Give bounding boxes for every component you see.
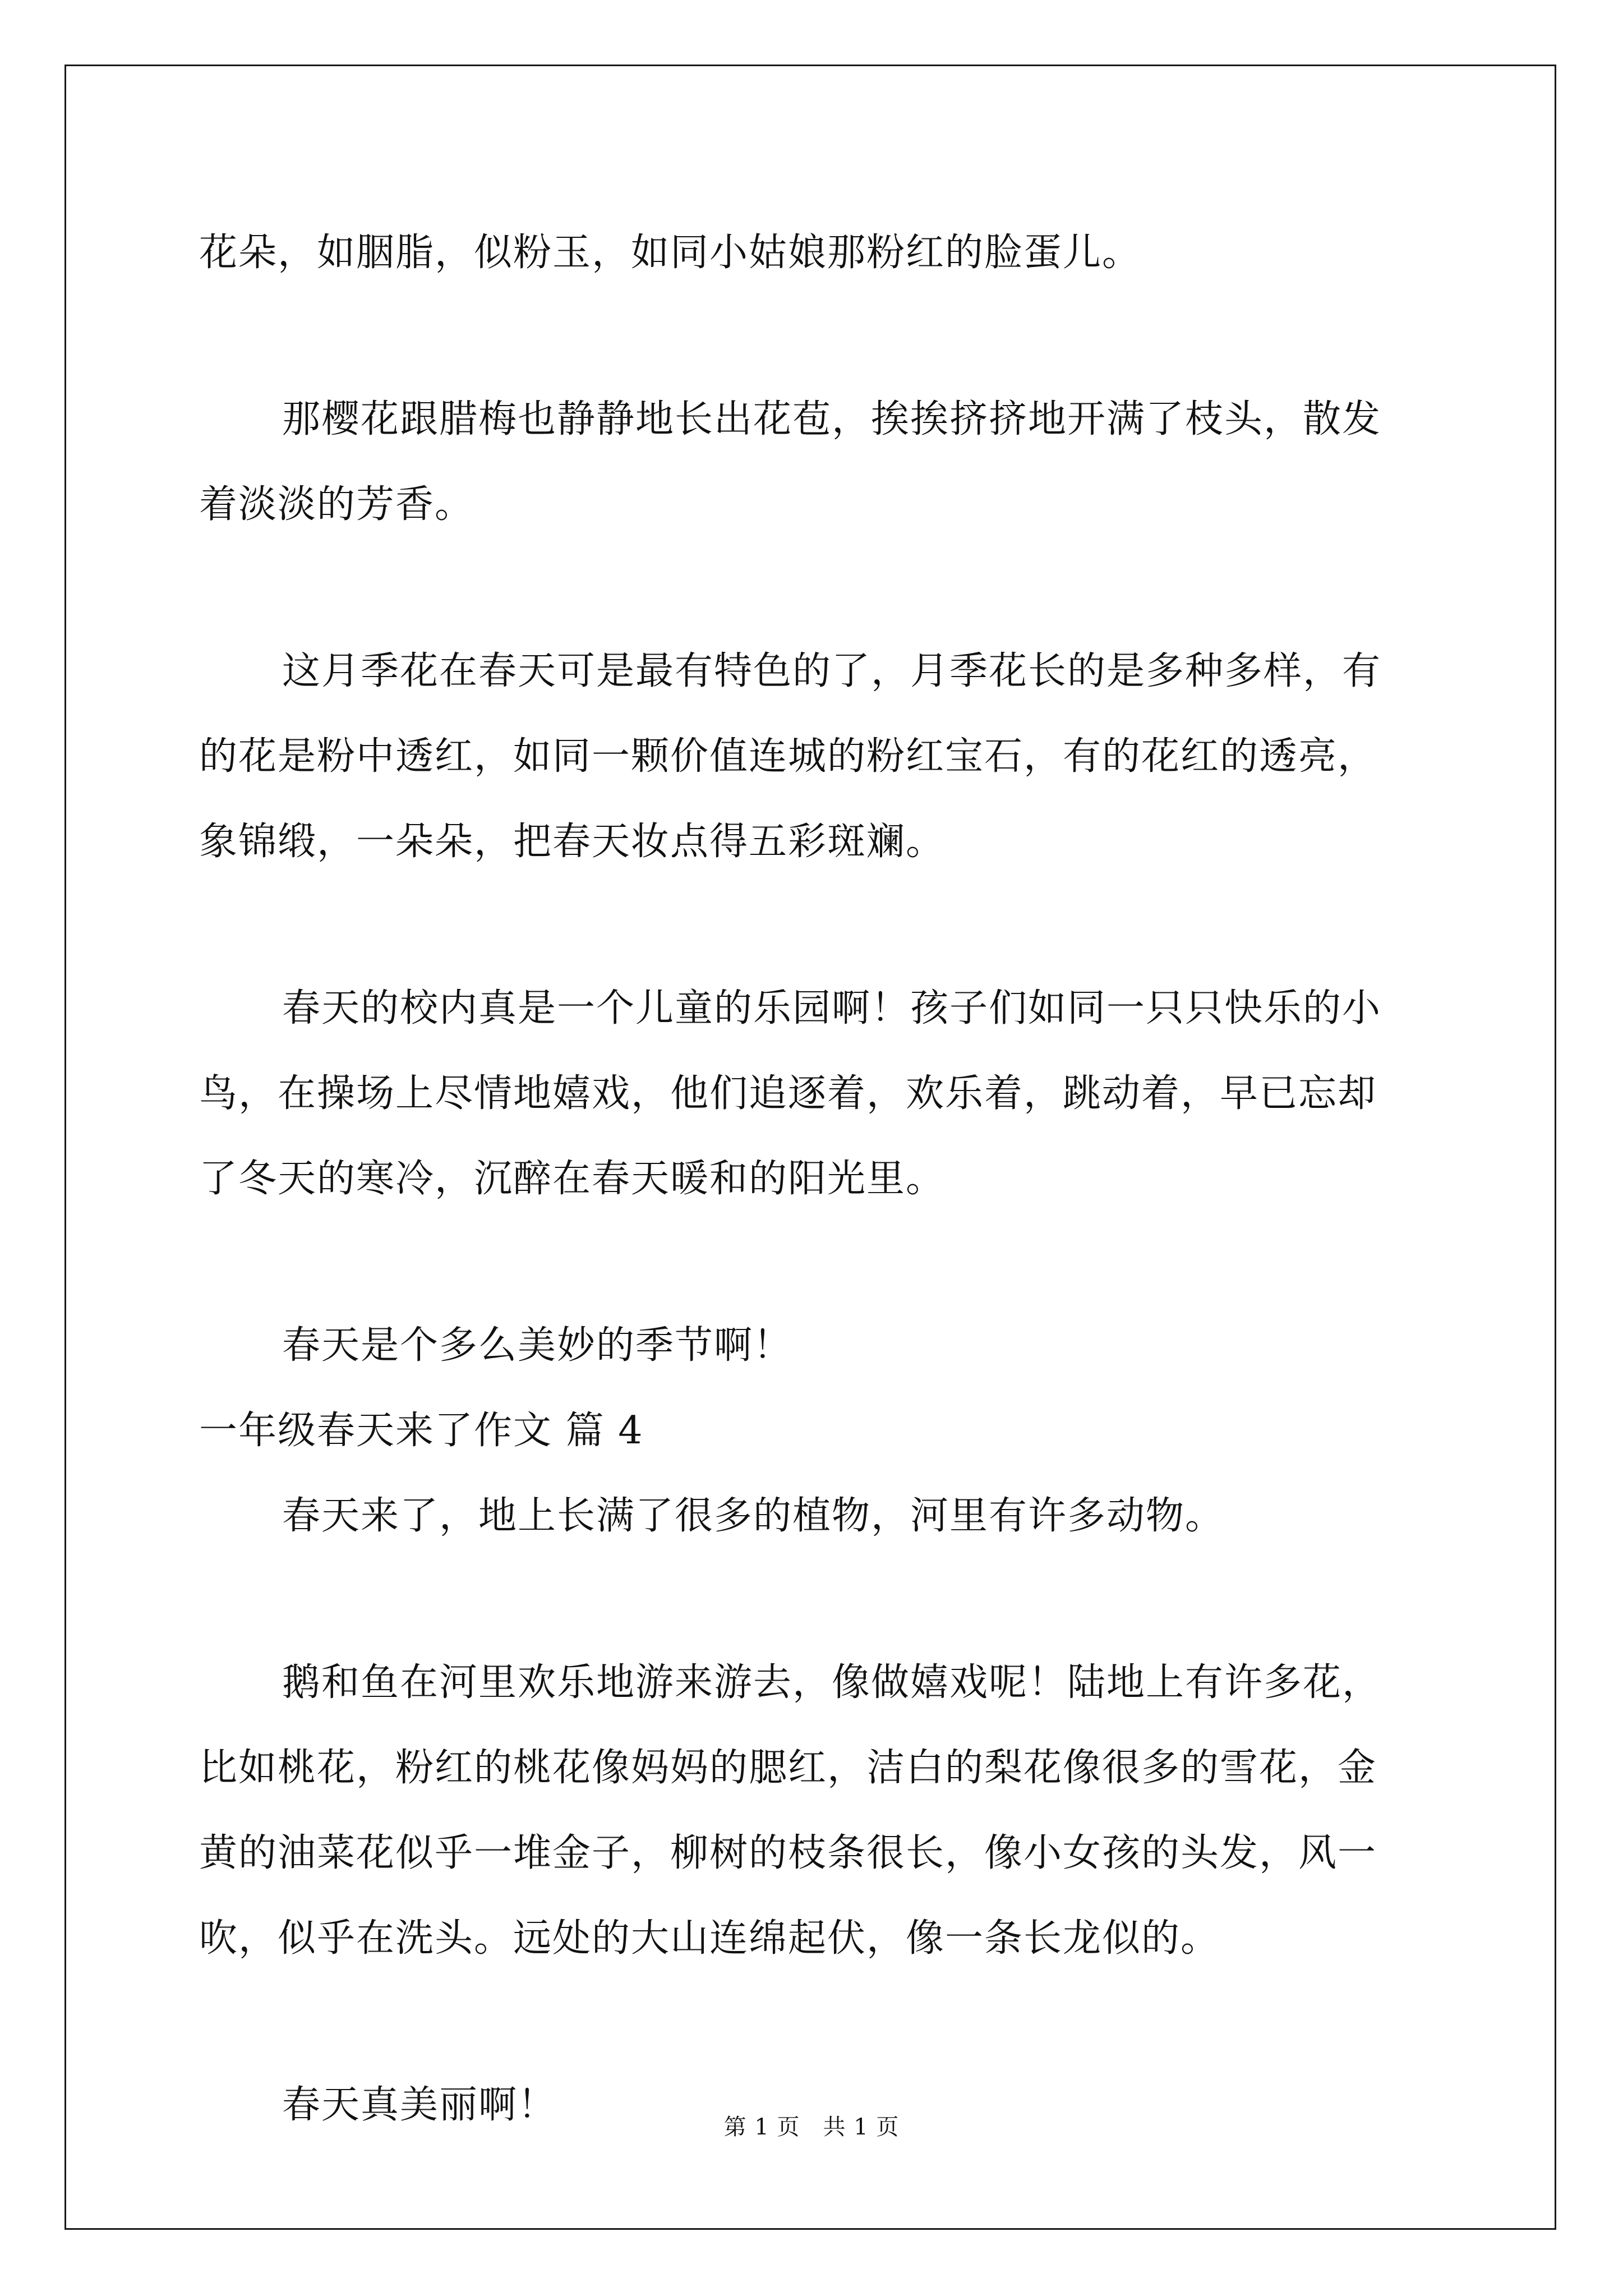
text-line: 那樱花跟腊梅也静静地长出花苞，挨挨挤挤地开满了枝头，散发 [282,397,1382,441]
text-line: 吹，似乎在洗头。远处的大山连绵起伏，像一条长龙似的。 [199,1916,1220,1961]
document-body [199,210,1433,2148]
text-line: 象锦缎，一朵朵，把春天妆点得五彩斑斓。 [199,820,946,864]
text-line: 这月季花在春天可是最有特色的了，月季花长的是多种多样，有 [282,649,1382,693]
text-line: 花朵，如胭脂，似粉玉，如同小姑娘那粉红的脸蛋儿。 [199,231,1142,275]
text-line: 比如桃花，粉红的桃花像妈妈的腮红，洁白的梨花像很多的雪花，金 [199,1746,1377,1790]
paragraph-gap [199,1559,1433,1640]
text-line: 春天是个多么美妙的季节啊！ [282,1323,793,1368]
text-line: 黄的油菜花似乎一堆金子，柳树的枝条很长，像小女孩的头发，风一 [199,1831,1377,1875]
text-line: 着淡淡的芳香。 [199,482,474,527]
text-line: 鸟，在操场上尽情地嬉戏，他们追逐着，欢乐着，跳动着，早已忘却 [199,1071,1377,1116]
text-line: 了冬天的寒冷，沉醉在春天暖和的阳光里。 [199,1157,946,1201]
paragraph-gap [199,885,1433,966]
section-heading: 一年级春天来了作文 篇 4 [199,1409,644,1453]
text-line: 春天的校内真是一个儿童的乐园啊！孩子们如同一只只快乐的小 [282,986,1382,1030]
paragraph-gap [199,296,1433,377]
text-line: 鹅和鱼在河里欢乐地游来游去，像做嬉戏呢！陆地上有许多花， [282,1660,1382,1705]
paragraph-gap [199,547,1433,629]
page-footer: 第 1 页 共 1 页 [723,2114,900,2140]
text-line: 春天来了，地上长满了很多的植物，河里有许多动物。 [282,1494,1225,1538]
text-line: 春天真美丽啊！ [282,2083,557,2127]
paragraph-gap [199,1981,1433,2063]
text-line: 的花是粉中透红，如同一颗价值连城的粉红宝石，有的花红的透亮， [199,734,1377,779]
paragraph-gap [199,1222,1433,1303]
